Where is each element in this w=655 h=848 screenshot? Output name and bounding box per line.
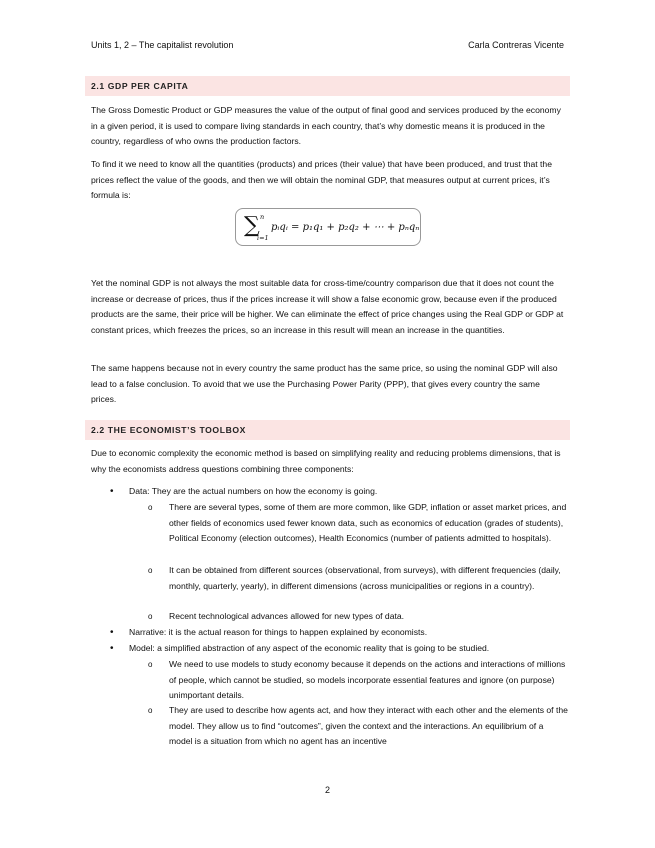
sub-item-data-sources: It can be obtained from different sources (observational, from surveys), with different frequencies (daily, monthly, quarterly, yearly), in different dimensions (across municipalities or regions in a country). [169,565,561,591]
sub-item-data-types: There are several types, some of them are more common, like GDP, inflation or asset market prices, and other fields of economics used fewer known data, such as economics of education (grades of students), Political Economy (election outcomes), Health Economics (number of patients admitted to hospitals). [169,502,567,544]
sub-item-data-advances: Recent technological advances allowed for new types of data. [169,611,405,621]
bullet-marker: • [110,643,114,654]
section-heading-toolbox: 2.2 THE ECONOMIST’S TOOLBOX [85,420,570,440]
sub-bullet-marker: o [148,612,153,621]
paragraph-nominal-gdp: To find it we need to know all the quantities (products) and prices (their value) that have been produced, and trust that the prices reflect the value of the goods, and then we will obtain the nominal GDP, that measures output at current prices, it’s formula is: [91,159,552,201]
formula-expression: pᵢqᵢ = p₁q₁ + p₂q₂ + ⋯ + pₙqₙ [271,222,420,233]
sub-item-model-use: They are used to describe how agents act, and how they interact with each other and the elements of the model. They allow us to find “outcomes”, given the context and the interactions. An equilibrium of a model is a situation from which no agent has an incentive [169,705,568,747]
sub-bullet-marker: o [148,660,153,669]
formula-sigma: ∑ [244,213,260,238]
sub-bullet-marker: o [148,706,153,715]
section-heading-gdp: 2.1 GDP PER CAPITA [85,76,570,96]
sub-item-model-purpose: We need to use models to study economy because it depends on the actions and interactions of millions of people, which cannot be studied, so models incorporate essential features and ignore (on purpose) unimportant details. [169,659,566,701]
formula-lower-limit: i=1 [257,234,269,242]
list-item-model: Model: a simplified abstraction of any aspect of the economic reality that is going to be studied. [129,643,490,653]
sub-bullet-marker: o [148,503,153,512]
paragraph-gdp-definition: The Gross Domestic Product or GDP measures the value of the output of final good and services produced by the economy in a given period, it is used to compare living standards in each country, that’s why domestic means it is produced in the country, regardless of who owns the production factors. [91,105,561,147]
list-item-narrative: Narrative: it is the actual reason for things to happen explained by economists. [129,627,428,637]
paragraph-real-gdp: Yet the nominal GDP is not always the most suitable data for cross-time/country comparison due that it does not count the increase or decrease of prices, thus if the prices increase it will show a false economic grow, because even if the produced products are the same, their price will be higher. We can eliminate the effect of price changes using the Real GDP or GDP at constant prices, which freezes the prices, so an increase in this result will mean an increase in the quantities. [91,278,564,335]
formula-upper-limit: n [260,213,265,221]
paragraph-toolbox-intro: Due to economic complexity the economic method is based on simplifying reality and reducing problems dimensions, that is why the economists address questions combining three components: [91,448,561,474]
list-item-data: Data: They are the actual numbers on how the economy is going. [129,486,378,496]
paragraph-ppp: The same happens because not in every country the same product has the same price, so using the nominal GDP will also lead to a false conclusion. To avoid that we use the Purchasing Power Parity (PPP), that gives every country the same prices. [91,363,558,405]
header-unit-title: Units 1, 2 – The capitalist revolution [91,40,234,50]
header-author: Carla Contreras Vicente [468,40,564,50]
page-header [91,40,564,54]
sub-bullet-marker: o [148,566,153,575]
bullet-marker: • [110,486,114,497]
page-number: 2 [324,785,330,795]
bullet-marker: • [110,627,114,638]
gdp-formula [235,208,421,246]
